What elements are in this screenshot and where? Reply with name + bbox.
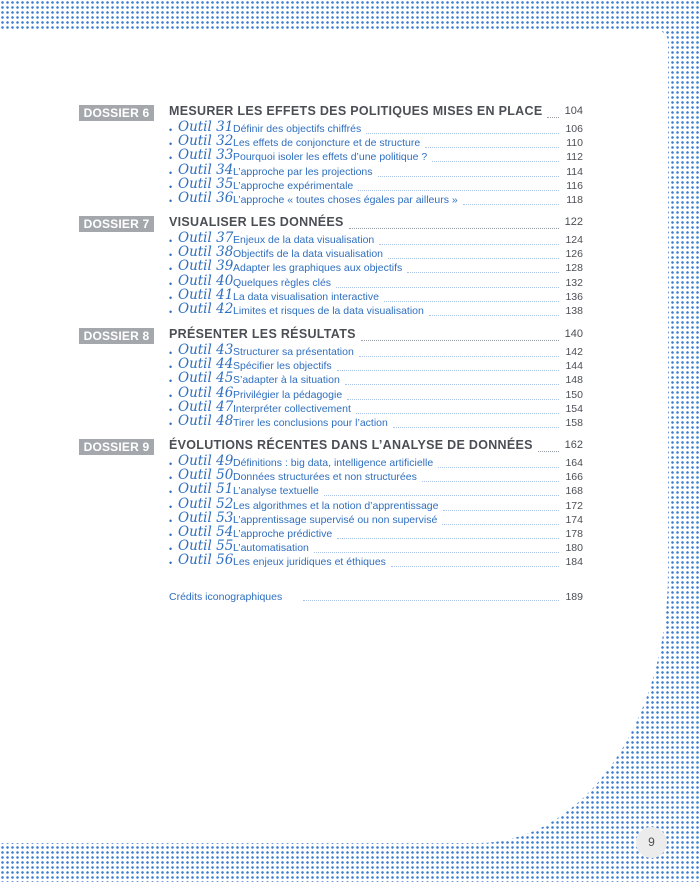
- dot-leader: [359, 355, 559, 357]
- outil-label: Outil 47: [178, 398, 234, 415]
- dot-leader: [337, 537, 559, 539]
- outil-page-number: 144: [565, 360, 583, 373]
- outil-page-number: 148: [565, 374, 583, 387]
- bullet-icon: •: [169, 530, 173, 540]
- dot-leader: [429, 314, 559, 316]
- outil-title: Structurer sa présentation: [233, 346, 357, 359]
- outil-title: L’approche expérimentale: [233, 180, 356, 193]
- outil-title: L’apprentissage supervisé ou non supervisé: [233, 514, 440, 527]
- outil-label: Outil 48: [178, 413, 234, 429]
- outil-entry[interactable]: [0, 370, 700, 388]
- outil-entry[interactable]: [0, 272, 700, 291]
- dossier-heading[interactable]: [0, 104, 700, 120]
- bullet-icon: •: [169, 196, 173, 206]
- outil-title: Définir des objectifs chiffrés: [233, 123, 364, 136]
- outil-title: Pourquoi isoler les effets d’une politique ?: [233, 151, 430, 164]
- outil-entry[interactable]: [0, 509, 700, 528]
- dossier-page-number: 140: [564, 328, 583, 340]
- dot-leader: [432, 160, 559, 162]
- outil-label: Outil 35: [178, 175, 234, 192]
- outil-label: Outil 45: [178, 370, 234, 387]
- dot-leader: [303, 600, 559, 601]
- dot-leader: [407, 271, 559, 273]
- outil-entry[interactable]: [0, 524, 700, 542]
- dot-leader: [379, 243, 559, 245]
- dossier-badge: DOSSIER 9: [79, 439, 154, 455]
- outil-label: Outil 53: [178, 509, 234, 526]
- outil-label: Outil 52: [178, 495, 234, 512]
- outil-title: L’analyse textuelle: [233, 485, 322, 498]
- outil-label: Outil 44: [178, 356, 234, 373]
- bullet-icon: •: [169, 278, 173, 289]
- bullet-icon: •: [169, 236, 173, 246]
- credits-title: Crédits iconographiques: [169, 591, 283, 603]
- outil-page-number: 136: [565, 290, 583, 303]
- outil-page-number: 110: [566, 137, 583, 150]
- outil-entry[interactable]: [0, 552, 700, 570]
- outil-title: Les algorithmes et la notion d’apprentissage: [233, 500, 441, 513]
- outil-page-number: 166: [565, 471, 583, 484]
- dossier-page-number: 104: [564, 105, 583, 117]
- outil-title: Limites et risques de la data visualisation: [233, 305, 427, 318]
- outil-page-number: 168: [565, 485, 583, 498]
- bullet-icon: •: [169, 139, 173, 150]
- outil-label: Outil 39: [178, 258, 234, 275]
- dot-leader: [347, 398, 559, 400]
- outil-title: Interpréter collectivement: [233, 403, 354, 416]
- outil-title: Les effets de conjoncture et de structure: [233, 137, 423, 150]
- bullet-icon: •: [169, 348, 173, 358]
- outil-label: Outil 32: [178, 133, 234, 150]
- outil-entry[interactable]: [0, 175, 700, 194]
- dot-leader: [337, 369, 559, 371]
- outil-title: Objectifs de la data visualisation: [233, 248, 386, 261]
- outil-label: Outil 50: [178, 467, 234, 484]
- bullet-icon: •: [169, 376, 173, 387]
- dot-leader: [384, 300, 559, 302]
- outil-entry[interactable]: [0, 538, 700, 556]
- outil-title: S’adapter à la situation: [233, 374, 343, 387]
- outil-title: Quelques règles clés: [233, 277, 334, 290]
- credits-page-number: 189: [565, 591, 583, 603]
- outil-label: Outil 41: [178, 286, 234, 303]
- bullet-icon: •: [169, 390, 173, 401]
- outil-title: L’approche par les projections: [233, 166, 376, 179]
- outil-title: Privilégier la pédagogie: [233, 389, 345, 402]
- outil-entry[interactable]: [0, 286, 700, 305]
- dossier-title: PRÉSENTER LES RÉSULTATS: [169, 327, 359, 341]
- outil-page-number: 150: [565, 388, 583, 401]
- outil-entry[interactable]: [0, 467, 700, 485]
- outil-page-number: 180: [565, 542, 583, 555]
- outil-page-number: 154: [565, 402, 583, 415]
- outil-title: Données structurées et non structurées: [233, 471, 420, 484]
- outil-entry[interactable]: [0, 258, 700, 276]
- dot-leader: [391, 565, 559, 567]
- dossier-title: MESURER LES EFFETS DES POLITIQUES MISES EN PLACE: [169, 104, 545, 118]
- outil-page-number: 174: [565, 513, 583, 526]
- bullet-icon: •: [169, 558, 173, 569]
- dossier-page-number: 122: [564, 216, 583, 228]
- outil-entry[interactable]: [0, 495, 700, 514]
- dossier-badge: DOSSIER 6: [79, 105, 154, 121]
- outil-page-number: 138: [565, 305, 583, 317]
- outil-entry[interactable]: [0, 244, 700, 262]
- outil-label: Outil 56: [178, 552, 234, 569]
- outil-page-number: 116: [566, 179, 583, 192]
- outil-label: Outil 37: [178, 230, 234, 246]
- outil-title: Les enjeux juridiques et éthiques: [233, 556, 389, 569]
- dossier-title: VISUALISER LES DONNÉES: [169, 215, 347, 229]
- outil-label: Outil 33: [178, 147, 234, 164]
- outil-page-number: 112: [566, 151, 583, 164]
- outil-entry[interactable]: [0, 384, 700, 403]
- dot-leader: [356, 412, 559, 414]
- bullet-icon: •: [169, 250, 173, 261]
- outil-title: L’approche prédictive: [233, 528, 335, 541]
- outil-label: Outil 36: [178, 190, 234, 206]
- dot-leader: [366, 132, 559, 134]
- outil-entry[interactable]: [0, 342, 700, 360]
- dot-leader: [393, 426, 559, 428]
- outil-entry[interactable]: [0, 481, 700, 499]
- dot-leader: [378, 175, 559, 177]
- dot-leader: [324, 494, 559, 496]
- outil-page-number: 184: [565, 556, 583, 569]
- dossier-heading[interactable]: [0, 215, 700, 231]
- bullet-icon: •: [169, 473, 173, 484]
- outil-page-number: 158: [565, 417, 583, 429]
- outil-label: Outil 54: [178, 524, 234, 540]
- bullet-icon: •: [169, 419, 173, 429]
- outil-label: Outil 51: [178, 481, 234, 498]
- outil-title: L’automatisation: [233, 542, 312, 555]
- dot-leader: [442, 523, 559, 525]
- dot-leader: [388, 257, 559, 259]
- dot-leader: [438, 466, 559, 468]
- outil-entry[interactable]: [0, 190, 700, 208]
- outil-page-number: 164: [565, 457, 583, 469]
- dot-leader: [425, 146, 559, 148]
- bullet-icon: •: [169, 515, 173, 526]
- outil-entry[interactable]: [0, 230, 700, 248]
- outil-page-number: 118: [566, 194, 583, 206]
- bullet-icon: •: [169, 459, 173, 469]
- outil-title: Enjeux de la data visualisation: [233, 234, 377, 247]
- dossier-heading[interactable]: [0, 327, 700, 343]
- outil-page-number: 124: [565, 234, 583, 246]
- dossier-badge: DOSSIER 8: [79, 328, 154, 344]
- dot-leader: [345, 383, 559, 385]
- dossier-page-number: 162: [564, 439, 583, 451]
- dot-leader: [336, 286, 559, 288]
- outil-entry[interactable]: [0, 301, 700, 319]
- outil-page-number: 172: [565, 499, 583, 512]
- outil-page-number: 106: [565, 123, 583, 135]
- dot-leader: [349, 227, 559, 229]
- outil-entry[interactable]: [0, 413, 700, 431]
- bullet-icon: •: [169, 167, 173, 178]
- bullet-icon: •: [169, 544, 173, 555]
- outil-page-number: 132: [565, 276, 583, 289]
- toc-credits-entry[interactable]: [0, 591, 700, 605]
- bullet-icon: •: [169, 292, 173, 303]
- outil-title: L’approche « toutes choses égales par ailleurs »: [233, 194, 461, 207]
- outil-title: La data visualisation interactive: [233, 291, 382, 304]
- outil-page-number: 128: [565, 262, 583, 275]
- outil-entry[interactable]: [0, 147, 700, 165]
- outil-entry[interactable]: [0, 398, 700, 417]
- outil-entry[interactable]: [0, 133, 700, 151]
- bullet-icon: •: [169, 487, 173, 498]
- outil-entry[interactable]: [0, 119, 700, 137]
- bullet-icon: •: [169, 153, 173, 164]
- outil-label: Outil 43: [178, 342, 234, 358]
- outil-title: Adapter les graphiques aux objectifs: [233, 262, 405, 275]
- outil-entry[interactable]: [0, 161, 700, 180]
- bullet-icon: •: [169, 501, 173, 512]
- dot-leader: [463, 203, 559, 205]
- outil-label: Outil 40: [178, 272, 234, 289]
- outil-title: Tirer les conclusions pour l’action: [233, 417, 391, 430]
- outil-page-number: 142: [565, 346, 583, 358]
- outil-entry[interactable]: [0, 356, 700, 374]
- bullet-icon: •: [169, 362, 173, 373]
- bullet-icon: •: [169, 264, 173, 275]
- dot-leader: [422, 480, 559, 482]
- bullet-icon: •: [169, 404, 173, 415]
- outil-page-number: 126: [565, 248, 583, 261]
- outil-label: Outil 34: [178, 161, 234, 178]
- outil-entry[interactable]: [0, 453, 700, 471]
- outil-label: Outil 42: [178, 301, 234, 317]
- dot-leader: [358, 189, 559, 191]
- outil-label: Outil 31: [178, 119, 234, 135]
- dot-leader: [361, 339, 559, 341]
- dot-leader: [443, 509, 559, 511]
- outil-page-number: 114: [566, 165, 583, 178]
- bullet-icon: •: [169, 181, 173, 192]
- dossier-badge: DOSSIER 7: [79, 216, 154, 232]
- page-number: 9: [636, 827, 667, 858]
- dossier-title: ÉVOLUTIONS RÉCENTES DANS L’ANALYSE DE DONNÉES: [169, 438, 536, 452]
- outil-title: Spécifier les objectifs: [233, 360, 335, 373]
- outil-label: Outil 55: [178, 538, 234, 555]
- outil-title: Définitions : big data, intelligence artificielle: [233, 457, 436, 470]
- bullet-icon: •: [169, 307, 173, 317]
- outil-page-number: 178: [565, 528, 583, 540]
- dossier-heading[interactable]: [0, 438, 700, 454]
- outil-label: Outil 46: [178, 384, 234, 401]
- bullet-icon: •: [169, 125, 173, 135]
- outil-label: Outil 38: [178, 244, 234, 261]
- dot-leader: [314, 551, 559, 553]
- outil-label: Outil 49: [178, 453, 234, 469]
